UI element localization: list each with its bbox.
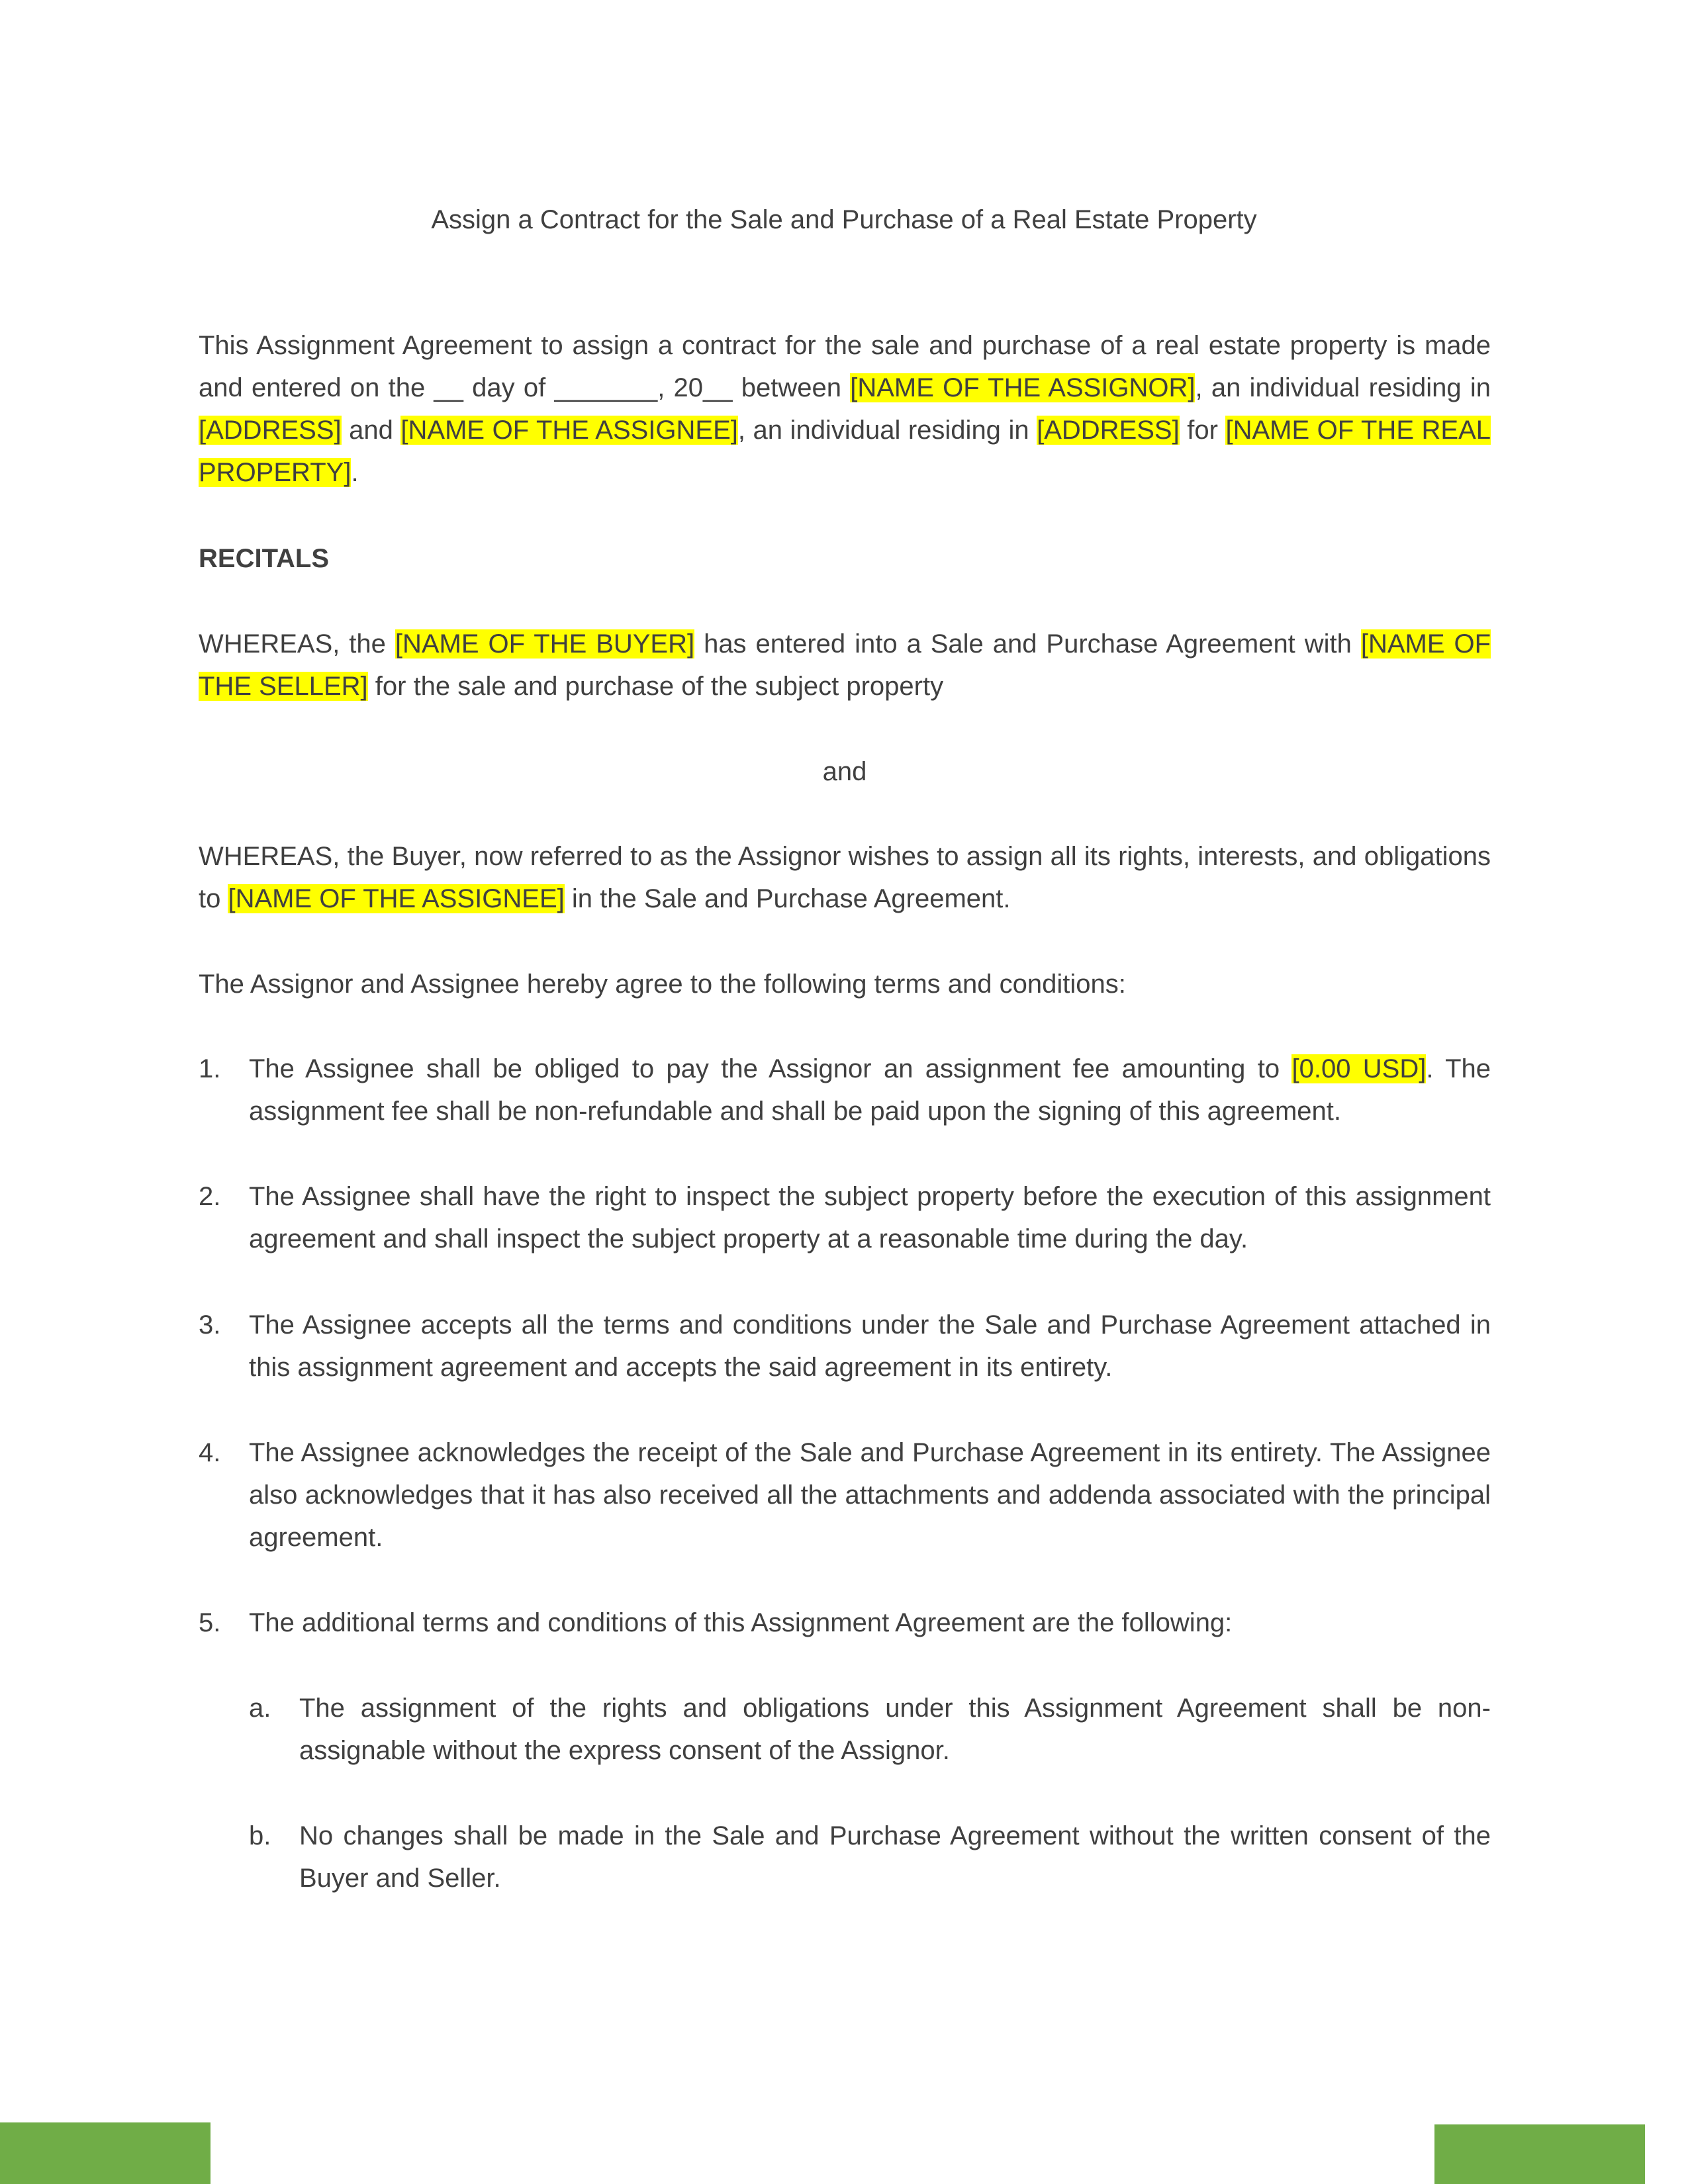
agreement-statement: The Assignor and Assignee hereby agree to the following terms and conditions: — [199, 970, 1126, 999]
list-item — [199, 1175, 1491, 1260]
intro-text-6: . — [351, 458, 359, 487]
list-item — [199, 1304, 1491, 1388]
assignee-name-placeholder: [NAME OF THE ASSIGNEE] — [400, 416, 738, 445]
list-item-text: The additional terms and conditions of this Assignment Agreement are the following: — [249, 1608, 1233, 1637]
fee-amount-placeholder: [0.00 USD] — [1291, 1054, 1427, 1083]
list-item-text — [249, 1048, 1491, 1132]
whereas-paragraph-2 — [199, 835, 1491, 920]
item1-text-1: The Assignee shall be obliged to pay the Assignor an assignment fee amounting to — [249, 1054, 1292, 1083]
item1-text-2: . The assignment fee shall be non-refundable and shall be paid upon the signing of this agreement. — [249, 1054, 1491, 1126]
list-item-number: 5. — [199, 1608, 221, 1637]
list-item-text: The Assignee accepts all the terms and conditions under the Sale and Purchase Agreement attached in this assignment agreement and accepts the said agreement in its entirety. — [249, 1310, 1491, 1382]
intro-text-2: , an individual residing in — [1195, 373, 1491, 402]
recitals-heading: RECITALS — [199, 544, 330, 573]
list-item-number: 3. — [199, 1310, 221, 1340]
list-item-number: 4. — [199, 1438, 221, 1467]
intro-text-4: , an individual residing in — [737, 416, 1037, 445]
whereas1-text-2: has entered into a Sale and Purchase Agreement with — [694, 629, 1361, 659]
list-item — [199, 1602, 1491, 1644]
assignee-name-placeholder-2: [NAME OF THE ASSIGNEE] — [228, 884, 565, 913]
intro-text-5: for — [1179, 416, 1226, 445]
sub-list-item-text: The assignment of the rights and obligations under this Assignment Agreement shall be non-assignable without the express consent of the Assignor. — [299, 1694, 1491, 1765]
footer-accent-bar-left — [0, 2122, 211, 2184]
buyer-name-placeholder: [NAME OF THE BUYER] — [395, 629, 695, 659]
and-connector: and — [822, 757, 867, 786]
sub-list-item-letter: b. — [249, 1821, 271, 1850]
list-item — [199, 1048, 1491, 1132]
assignor-name-placeholder: [NAME OF THE ASSIGNOR] — [850, 373, 1196, 402]
whereas2-text-2: in the Sale and Purchase Agreement. — [564, 884, 1011, 913]
list-item-text: The Assignee shall have the right to inspect the subject property before the execution of this assignment agreement and shall inspect the subject property at a reasonable time during the day. — [249, 1182, 1491, 1253]
sub-list-item-text: No changes shall be made in the Sale and Purchase Agreement without the written consent of the Buyer and Seller. — [299, 1821, 1491, 1893]
list-item-number: 2. — [199, 1182, 221, 1211]
whereas-paragraph-1 — [199, 623, 1491, 707]
document-title: Assign a Contract for the Sale and Purchase of a Real Estate Property — [431, 205, 1257, 234]
intro-text-1: This Assignment Agreement to assign a contract for the sale and purchase of a real estate property is made and entered on the __ day of _______, 20__ between — [199, 331, 1491, 402]
sub-list-item — [249, 1815, 1491, 1899]
whereas1-text-1: WHEREAS, the — [199, 629, 395, 659]
whereas2-text-1: WHEREAS, the Buyer, now referred to as the Assignor wishes to assign all its rights, interests, and obligations to — [199, 842, 1491, 913]
intro-text-3: and — [341, 416, 401, 445]
sub-list-item — [249, 1687, 1491, 1772]
footer-accent-bar-right — [1434, 2124, 1645, 2184]
assignee-address-placeholder: [ADDRESS] — [1037, 416, 1180, 445]
whereas1-text-3: for the sale and purchase of the subject property — [367, 672, 944, 701]
assignor-address-placeholder: [ADDRESS] — [199, 416, 342, 445]
property-name-placeholder: [NAME OF THE REAL PROPERTY] — [199, 416, 1491, 487]
intro-paragraph — [199, 324, 1491, 494]
list-item-text: The Assignee acknowledges the receipt of the Sale and Purchase Agreement in its entirety. The Assignee also acknowledges that it has also received all the attachments and addenda associated with the principal agreement. — [249, 1438, 1491, 1552]
list-item-number: 1. — [199, 1054, 221, 1083]
sub-list-item-letter: a. — [249, 1694, 271, 1723]
list-item — [199, 1432, 1491, 1559]
seller-name-placeholder: [NAME OF THE SELLER] — [199, 629, 1491, 701]
